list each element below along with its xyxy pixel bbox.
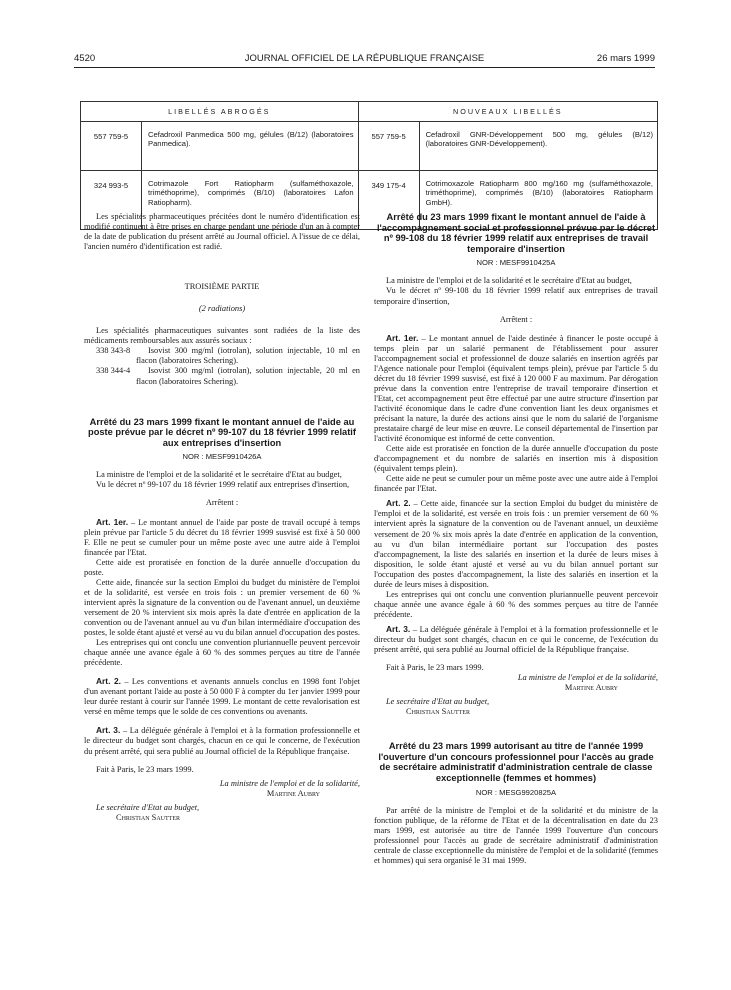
page-header [74,53,655,67]
signatory-role: La ministre de l'emploi et de la solidarité, [219,778,360,788]
issue-date: 26 mars 1999 [596,53,655,64]
article-text: – Le montant annuel de l'aide par poste de travail occupé à temps plein prévue par l'article 5 du décret du 18 février 1999 susvisé est fixé à 50 000 F. Elle ne peut se cumuler pour un même poste avec une autre aide à l'emploi financée par l'Etat. [84,517,360,557]
article-text: – La déléguée générale à l'emploi et à la formation professionnelle et le directeur du budget sont chargés, chacun en ce qui le concerne, de l'exécution du présent arrêté, qui sera publié au Journal officiel de la République française. [374,624,658,655]
article-1-b: Cette aide est proratisée en fonction de la durée annuelle d'occupation du poste d'accompagnement et du nombre de salariés en insertion mis à disposition (équivalent temps plein). [374,444,658,474]
article-2 [374,498,658,589]
decree-text: Par arrêté de la ministre de l'emploi et de la solidarité et du ministre de la fonction publique, de la réforme de l'Etat et de la décentralisation en date du 23 mars 1999, est autorisée au titre de l'année 1999 l'ouverture d'un concours professionnel pour l'accès au grade de secrétaire administratif d'administration centrale de classe exceptionnelle du ministère de l'emploi et de la solidarité (femmes et hommes) qui sera organisé le 31 mai 1999. [374,805,658,865]
article-2-b: Les entreprises qui ont conclu une convention pluriannuelle peuvent percevoir chaque année une avance égale à 60 % des sommes perçues au titre de l'année précédente. [374,589,658,619]
visa: Vu le décret nº 99-107 du 18 février 1999 relatif aux entreprises d'insertion, [96,480,350,490]
preamble: La ministre de l'emploi et de la solidarité et le secrétaire d'Etat au budget, [386,276,632,286]
article-text: – La déléguée générale à l'emploi et à la formation professionnelle et le directeur du budget sont chargés, chacun en ce qui le concerne, de l'exécution du présent arrêté, qui sera publié au Journal officiel de la République française. [84,726,360,756]
table-header-new: NOUVEAUX LIBELLÉS [358,102,657,122]
article-3 [84,725,360,756]
old-code: 557 759-5 [81,122,142,171]
signatory-name: Martine Aubry [564,683,618,693]
preamble: La ministre de l'emploi et de la solidarité et le secrétaire d'Etat au budget, [96,470,342,480]
nor-reference: NOR : MESG9920825A [475,787,557,797]
article-3 [374,624,658,655]
article-label: Art. 3. [386,623,411,634]
right-column [374,212,658,866]
signatory-role: La ministre de l'emploi et de la solidarité, [517,673,658,683]
article-text: – Les conventions et avenants annuels conclus en 1998 font l'objet d'un avenant portant l'aide au poste à 50 000 F à compter du 1er janvier 1999 pour leur durée restant à courir sur l'année 1999. Le montant de cette revalorisation est versé en même temps que le solde de ces conventions ou avenants. [84,677,360,717]
article-1-b: Cette aide est proratisée en fonction de la durée annuelle d'occupation du poste. [84,557,360,577]
new-code: 349 175-4 [358,171,419,230]
article-1-d: Les entreprises qui ont conclu une convention pluriannuelle peuvent percevoir chaque année une avance égale à 60 % des sommes perçues au titre de l'année précédente. [84,638,360,668]
table-row [81,122,658,171]
old-label: Cotrimazole Fort Ratiopharm (sulfaméthoxazole, triméthoprime), comprimés (B/10) (laboratoires Lafon Ratiopharm). [142,171,359,230]
part-subtitle: (2 radiations) [198,304,246,314]
nor-reference: NOR : MESF9910425A [476,258,556,268]
intro-paragraph: Les spécialités pharmaceutiques précitées dont le numéro d'identification est modifié continuent à être prises en charge pendant une période d'un an à compter de la date de publication du présent arrêté au Journal officiel. A l'issue de ce délai, l'ancien numéro d'identification est radié. [84,212,360,252]
list-item [84,366,360,386]
arretent: Arrêtent : [205,498,239,508]
new-code: 557 759-5 [358,122,419,171]
item-text: Isovist 300 mg/ml (iotrolan), solution injectable, 20 ml en flacon (laboratoires Schering). [136,366,360,386]
article-1 [84,517,360,558]
signatory-role: Le secrétaire d'Etat au budget, [96,802,200,812]
new-label: Cotrimoxazole Ratiopharm 800 mg/160 mg (sulfaméthoxazole, triméthoprime), comprimés (B/10) (laboratoires Ratiopharm GmbH). [419,171,657,230]
old-label: Cefadroxil Panmedica 500 mg, gélules (B/12) (laboratoires Panmedica). [142,122,359,171]
nor-reference: NOR : MESF9910426A [182,452,262,462]
visa: Vu le décret nº 99-108 du 18 février 1999 relatif aux entreprises de travail temporaire d'insertion, [374,286,658,306]
new-label: Cefadroxil GNR-Développement 500 mg, gélules (B/12) (laboratoires GNR-Développement). [419,122,657,171]
item-text: Isovist 300 mg/ml (iotrolan), solution injectable, 10 ml en flacon (laboratoires Schering). [136,346,360,366]
part-text: Les spécialités pharmaceutiques suivantes sont radiées de la liste des médicaments remboursables aux assurés sociaux : [84,326,360,346]
article-label: Art. 1er. [96,516,129,527]
done-at: Fait à Paris, le 23 mars 1999. [386,663,484,673]
journal-title: JOURNAL OFFICIEL DE LA RÉPUBLIQUE FRANÇAISE [244,53,485,64]
article-text: – Le montant annuel de l'aide destinée à financer le poste occupé à temps plein par un salarié permanent de l'établissement pour assurer l'accompagnement social et professionnel de douze salariés en insertion agréés par l'Agence nationale pour l'emploi (équivalent temps plein), prévue par l'article 5 du décret du 18 février 1999 susvisé, est fixé à 120 000 F au maximum. Par dérogation prévue dans la convention entre l'entreprise de travail temporaire d'insertion et l'Etat, cet accompagnement peut être effectué par une autre structure d'insertion par l'activité économique dans le cadre d'une convention liant les deux organismes et précisant la nature, la durée des actions ainsi que le nom du salarié de l'organisme prestataire chargé de leur mise en œuvre. Le conseil départemental de l'insertion par l'activité économique est informé de cette convention. [374,333,658,444]
table-header-old: LIBELLÉS ABROGÉS [81,102,359,122]
article-label: Art. 2. [386,498,411,509]
article-1 [374,333,658,445]
list-item [84,346,360,366]
article-label: Art. 1er. [386,332,419,343]
signatory-name: Martine Aubry [266,788,320,798]
labels-table [80,101,658,230]
item-code: 338 343-8 [96,346,131,356]
header-rule [74,67,655,68]
article-text: – Cette aide, financée sur la section Emploi du budget du ministère de l'emploi et de la solidarité, est versée en trois fois : un premier versement de 60 % intervient après la signature de la convention ou de l'avenant annuel, un deuxième versement de 20 % six mois après la date d'entrée en application de la convention, au vu d'un bilan intermédiaire portant sur l'occupation des postes d'accompagnement, la liste des salariés en insertion et la durée de leurs mises à disposition, le solde étant ajusté et versé au vu du bilan annuel portant sur l'occupation des postes d'accompagnement, la liste des salariés en insertion et la durée de leurs mises à disposition. [374,499,658,589]
item-code: 338 344-4 [96,366,131,376]
decree-title: Arrêté du 23 mars 1999 fixant le montant annuel de l'aide au poste prévue par le décret nº 99-107 du 18 février 1999 relatif aux entreprises d'insertion [88,416,356,448]
left-column [84,212,360,823]
old-code: 324 993-5 [81,171,142,230]
done-at: Fait à Paris, le 23 mars 1999. [96,764,194,774]
signatory-name: Christian Sautter [406,707,470,717]
article-1-c: Cette aide ne peut se cumuler pour un même poste avec une autre aide à l'emploi financée par l'Etat. [374,474,658,494]
signatory-role: Le secrétaire d'Etat au budget, [386,697,490,707]
part-title: TROISIÈME PARTIE [184,282,260,292]
page-number: 4520 [74,53,96,64]
article-label: Art. 3. [96,725,121,736]
decree-title: Arrêté du 23 mars 1999 autorisant au titre de l'année 1999 l'ouverture d'un concours professionnel pour l'accès au grade de secrétaire administratif d'administration centrale de classe exceptionnelle (femmes et hommes) [378,741,654,784]
article-1-c: Cette aide, financée sur la section Emploi du budget du ministère de l'emploi et de la solidarité, est versée en trois fois : un premier versement de 60 % intervient après la signature de la convention ou de l'avenant annuel, un deuxième versement de 20 % intervient six mois après la date d'entrée en application de la convention ou de l'avenant annuel au vu d'un bilan intermédiaire d'occupation des postes, le solde étant ajusté et versé au vu du bilan annuel d'occupation des postes. [84,577,360,638]
signatory-name: Christian Sautter [116,812,180,822]
article-label: Art. 2. [96,676,122,687]
decree-title: Arrêté du 23 mars 1999 fixant le montant annuel de l'aide à l'accompagnement social et professionnel prévue par le décret nº 99-108 du 18 février 1999 relatif aux entreprises de travail temporaire d'insertion [376,212,656,254]
article-2 [84,676,360,717]
arretent: Arrêtent : [499,314,533,324]
